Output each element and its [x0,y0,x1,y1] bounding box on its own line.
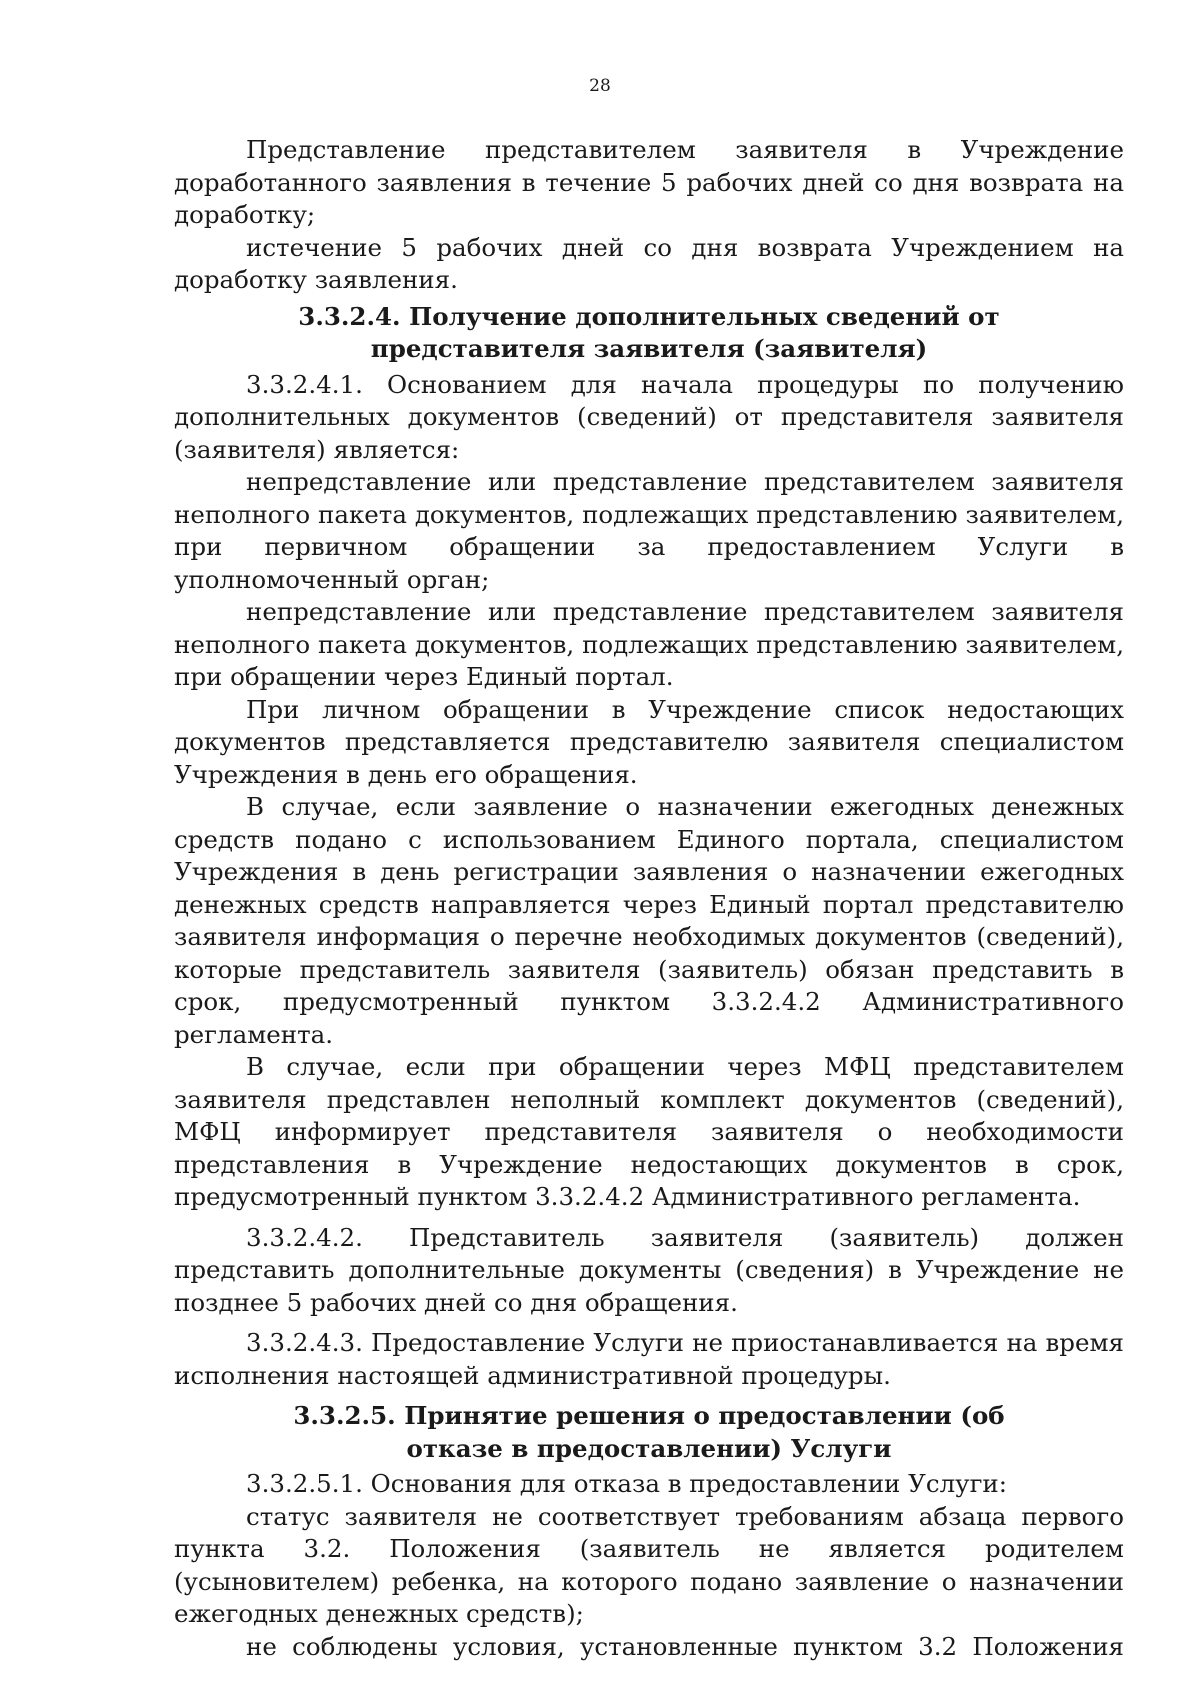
page-number: 28 [589,76,611,96]
paragraph: непредставление или представление представителем заявителя неполного пакета документов, подлежащих представлению заявителем, при обращении через Единый портал. [174,597,1124,691]
paragraph: 3.3.2.4.1. Основанием для начала процедуры по получению дополнительных документов (сведений) от представителя заявителя (заявителя) является: [174,369,1124,464]
paragraph: 3.3.2.4.2. Представитель заявителя (заявитель) должен представить дополнительные документы (сведения) в Учреждение не позднее 5 рабочих дней со дня обращения. [174,1222,1124,1317]
section-heading-3-3-2-5: 3.3.2.5. Принятие решения о предоставлении (об отказе в предоставлении) Услуги [293,1401,1005,1463]
paragraph: В случае, если при обращении через МФЦ представителем заявителя представлен неполный комплект документов (сведений), МФЦ информирует представителя заявителя о необходимости представления в Учреждение недостающих документов в срок, предусмотренный пунктом 3.3.2.4.2 Административного регламента. [174,1052,1124,1211]
paragraph: 3.3.2.5.1. Основания для отказа в предоставлении Услуги: [246,1469,1007,1498]
paragraph: непредставление или представление представителем заявителя неполного пакета документов, подлежащих представлению заявителем, при первичном обращении за предоставлением Услуги в уполномоченный орган; [174,467,1124,594]
paragraph: При личном обращении в Учреждение список недостающих документов представляется представителю заявителя специалистом Учреждения в день его обращения. [174,694,1124,789]
paragraph: 3.3.2.4.3. Предоставление Услуги не приостанавливается на время исполнения настоящей административной процедуры. [174,1328,1124,1390]
paragraph: В случае, если заявление о назначении ежегодных денежных средств подано с использованием Единого портала, специалистом Учреждения в день регистрации заявления о назначении ежегодных денежных средств направляется через Единый портал представителю заявителя информация о перечне необходимых документов (сведений), которые представитель заявителя (заявитель) обязан представить в срок, предусмотренный пунктом 3.3.2.4.2 Административного регламента. [174,792,1124,1049]
paragraph: не соблюдены условия, установленные пунктом 3.2 Положения [246,1631,1124,1661]
paragraph: Представление представителем заявителя в Учреждение доработанного заявления в течение 5 рабочих дней со дня возврата на доработку; [174,135,1124,229]
section-heading-3-3-2-4: 3.3.2.4. Получение дополнительных сведений от представителя заявителя (заявителя) [298,301,1000,363]
document-body [174,134,1124,1663]
paragraph: истечение 5 рабочих дней со дня возврата Учреждением на доработку заявления. [174,232,1124,294]
paragraph: статус заявителя не соответствует требованиям абзаца первого пункта 3.2. Положения (заявитель не является родителем (усыновителем) ребенка, на которого подано заявление о назначении ежегодных денежных средств); [174,1501,1124,1628]
